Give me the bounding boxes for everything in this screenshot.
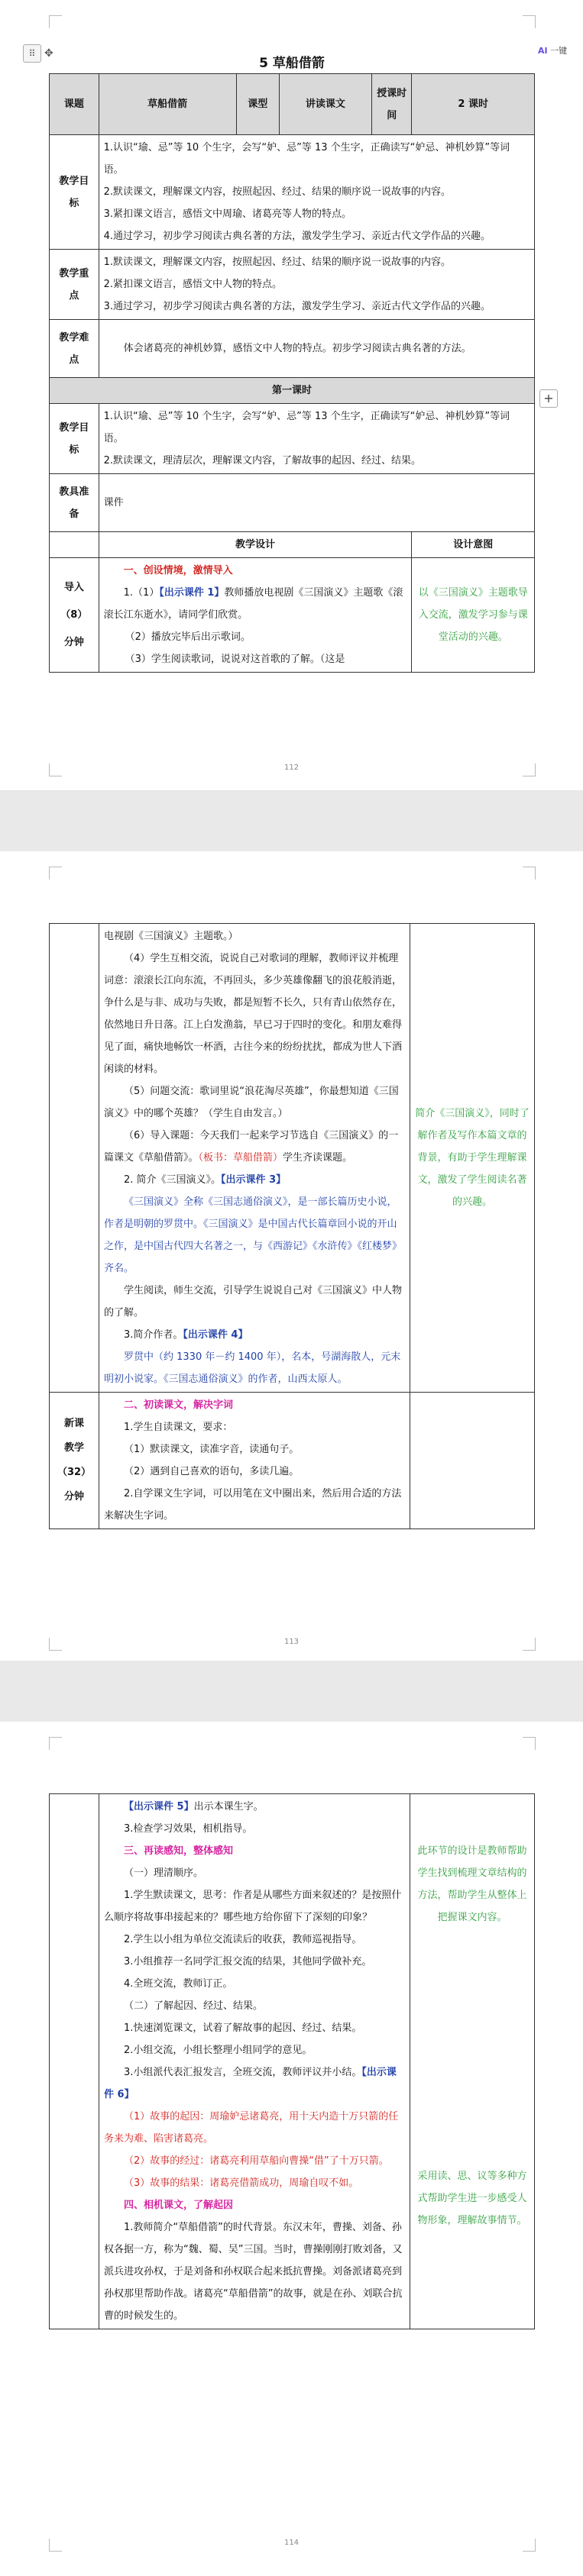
text-run: 1.（1） [123, 587, 160, 599]
page-corner-mark [523, 1737, 536, 1750]
fl-goal-item: 2.默读课文，理清层次，理解课文内容，了解故事的起因、经过、结果。 [103, 455, 422, 466]
intro-line-1 [104, 582, 407, 626]
blank-intent [410, 1393, 535, 1529]
key-point-item: 1.默读课文，理解课文内容，按照起因、经过、结果的顺序说一说故事的内容。 [103, 257, 452, 268]
p2-line [104, 1125, 405, 1169]
text-run: 教师播放电视剧《三国演义》主题歌《滚滚长江东逝水》，请同学们欣赏。 [103, 587, 403, 621]
p3-line: 1.快速浏览课文，试着了解故事的起因、经过、结果。 [124, 2022, 362, 2034]
intro-intent: 以《三国演义》主题歌导入交流，激发学习参与课堂活动的兴趣。 [412, 558, 535, 673]
p2-line: （4）学生互相交流，说说自己对歌词的理解，教师评议并梳理词意：滚滚长江向东流，不再回头，多少英雄像翻飞的浪花般消逝，争什么是与非、成功与失败，都是短暂不长久，只有青山依然存在，依然地日升日落。江上白发渔翁，早已习于四时的变化。和朋友难得见了面，痛快地畅饮一杯酒，古往今来的纷纷扰扰，都成为世人下酒闲谈的材料。 [104, 953, 403, 1075]
p3-line: （3）故事的结果：诸葛亮借箭成功，周瑜自叹不如。 [124, 2177, 359, 2189]
p2-line: （2）遇到自己喜欢的语句，多读几遍。 [124, 1466, 300, 1477]
section-heading: 二、初读课文，解决字词 [124, 1399, 234, 1411]
goals-content [99, 135, 534, 250]
intro-label-line: （8） [60, 608, 88, 621]
page-corner-mark [49, 867, 62, 880]
new-lesson-content [99, 1393, 410, 1529]
ai-label: AI [538, 46, 548, 56]
p3-line: （一）理清顺序。 [124, 1867, 204, 1879]
p2-line: 罗贯中（约 1330 年－约 1400 年），名本，号湖海散人，元末明初小说家。《三国志通俗演义》的作者，山西太原人。 [104, 1351, 401, 1385]
first-lesson-heading: 第一课时 [50, 378, 535, 404]
hours-value: 2 课时 [412, 74, 535, 135]
goal-item: 1.认识“瑜、忌”等 10 个生字，会写“妒、忌”等 13 个生字，正确读写“妒忌、神机妙算”等词语。 [103, 142, 510, 176]
text-run: 学生齐读课题。 [283, 1152, 353, 1164]
courseware-link[interactable]: 【出示课件 5】 [124, 1801, 194, 1813]
goals-label: 教学目标 [50, 135, 99, 250]
label-line: 分钟 [63, 1491, 84, 1503]
hours-label: 授课时间 [371, 74, 411, 135]
text-run: 3.小组派代表汇报发言，全班交流，教师评议并小结。 [124, 2067, 362, 2078]
add-row-button[interactable]: + [539, 389, 558, 408]
ai-text: 一键 [550, 46, 568, 56]
courseware-link[interactable]: 【出示课件 3】 [221, 1174, 287, 1186]
fl-goal-item: 1.认识“瑜、忌”等 10 个生字，会写“妒、忌”等 13 个生字，正确读写“妒忌、神机妙算”等词语。 [103, 411, 510, 444]
key-point-item: 2.紧扣课文语言，感悟文中人物的特点。 [103, 279, 283, 290]
p3-line: 3.检查学习效果，相机指导。 [124, 1823, 253, 1835]
courseware-link[interactable]: 【出示课件 6】 [104, 2067, 397, 2100]
prep-text: 课件 [99, 474, 534, 532]
text-run: 3.简介作者。 [124, 1329, 183, 1341]
page-number: 114 [283, 2539, 300, 2547]
p2-line: 《三国演义》全称《三国志通俗演义》，是一部长篇历史小说，作者是明朝的罗贯中。《三国演义》是中国古代长篇章回小说的开山之作，是中国古代四大名著之一，与《西游记》《水浒传》《红楼梦》齐名。 [104, 1196, 403, 1274]
type-label: 课型 [236, 74, 279, 135]
label-line: 教学 [63, 1442, 84, 1454]
reading-intent [410, 1794, 535, 2329]
lesson-label: 课题 [50, 74, 99, 135]
page-corner-mark [49, 1737, 62, 1750]
table-select-handle[interactable]: ⠿ [23, 44, 41, 63]
goal-item: 2.默读课文，理解课文内容，按照起因、经过、结果的顺序说一说故事的内容。 [103, 186, 452, 198]
lesson-plan-table-cont [49, 923, 535, 1529]
intro-content-cont [99, 924, 410, 1393]
p2-line [104, 1169, 405, 1191]
goal-item: 4.通过学习，初步学习阅读古典名著的方法，激发学生学习、亲近古代文学作品的兴趣。 [103, 231, 491, 242]
intro-line-3: （3）学生阅读歌词，说说对这首歌的了解。（这是 [125, 654, 345, 665]
page-corner-mark [523, 15, 536, 28]
p3-line: （2）故事的经过：诸葛亮利用草船向曹操“借”了十万只箭。 [124, 2155, 389, 2167]
p2-line: （1）默读课文，读准字音，读通句子。 [124, 1444, 300, 1455]
key-points-label: 教学重点 [50, 250, 99, 320]
lesson-plan-table-cont [49, 1793, 535, 2329]
intro-label-line: 导入 [63, 581, 84, 593]
text-run: （6）导入课题：今天我们一起来学习节选自《三国演义》的一篇课文《草船借箭》。 [104, 1130, 399, 1164]
courseware-link[interactable]: 【出示课件 1】 [159, 587, 225, 599]
intro-content [99, 558, 412, 673]
reading-content [99, 1794, 410, 2329]
p3-line: 1.教师简介“草船借箭”的时代背景。东汉末年，曹操、刘备、孙权各据一方，称为“魏、蜀、吴”三国。当时，曹操刚刚打败刘备，又派兵进攻孙权，于是刘备和孙权联合起来抵抗曹操。刘备派诸葛亮到孙权那里帮助作战。诸葛亮“草船借箭”的故事，就是在孙、刘联合抗曹的时候发生的。 [104, 2222, 403, 2322]
difficulty-text: 体会诸葛亮的神机妙算，感悟文中人物的特点。初步学习阅读古典名著的方法。 [99, 320, 534, 378]
goal-item: 3.紧扣课文语言，感悟文中周瑜、诸葛亮等人物的特点。 [103, 208, 352, 220]
type-value: 讲读课文 [279, 74, 371, 135]
text-run: 2. 简介《三国演义》。 [124, 1174, 222, 1186]
section-heading: 四、相机课文，了解起因 [124, 2200, 234, 2211]
page-title: 5 草船借箭 [259, 56, 325, 71]
p2-line [104, 1324, 405, 1346]
difficulty-label: 教学难点 [50, 320, 99, 378]
section-heading: 三、再读感知，整体感知 [124, 1845, 234, 1857]
intro-label-line: 分钟 [63, 636, 84, 648]
p2-line: （5）问题交流：歌词里说“浪花淘尽英雄”，你最想知道《三国演义》中的哪个英雄？（学生自由发言。） [104, 1086, 399, 1119]
new-lesson-label [50, 1393, 99, 1529]
prep-label: 教具准备 [50, 474, 99, 532]
p2-line: 2.自学课文生字词，可以用笔在文中圈出来，然后用合适的方法来解决生字词。 [104, 1488, 402, 1522]
p3-line: 2.学生以小组为单位交流读后的收获，教师巡视指导。 [124, 1934, 362, 1945]
p3-line: （二）了解起因、经过、结果。 [124, 2000, 264, 2012]
courseware-link[interactable]: 【出示课件 4】 [183, 1329, 248, 1341]
table-move-icon[interactable]: ✥ [44, 47, 53, 60]
key-point-item: 3.通过学习，初步学习阅读古典名著的方法，激发学生学习、亲近古代文学作品的兴趣。 [103, 301, 491, 312]
intent-2: 采用读、思、议等多种方式帮助学生进一步感受人物形象，理解故事情节。 [417, 2171, 527, 2226]
design-column-header: 教学设计 [99, 532, 412, 558]
lesson-value: 草船借箭 [99, 74, 236, 135]
background-intent: 简介《三国演义》，同时了解作者及写作本篇文章的背景，有助于学生理解课文，激发了学生阅读名著的兴趣。 [410, 924, 535, 1393]
intro-label [50, 558, 99, 673]
text-run: 出示本课生字。 [193, 1801, 264, 1813]
p3-line: 4.全班交流，教师订正。 [124, 1978, 233, 1990]
spacer [415, 1929, 530, 2165]
blank-label [50, 924, 99, 1393]
page-corner-mark [523, 867, 536, 880]
intro-line-2: （2）播放完毕后出示歌词。 [125, 631, 251, 643]
fl-goals-content [99, 404, 534, 474]
intent-column-header: 设计意图 [412, 532, 535, 558]
p3-line [104, 2061, 405, 2106]
document-page-2 [0, 851, 583, 1661]
label-line: 新课 [63, 1418, 84, 1429]
p3-line [104, 1796, 405, 1818]
document-page-3 [0, 1722, 583, 2576]
p3-line: 3.小组推荐一名同学汇报交流的结果，其他同学做补充。 [124, 1956, 372, 1968]
page-number: 112 [283, 763, 300, 772]
label-line: （32） [57, 1467, 92, 1478]
intent-1: 此环节的设计是教师帮助学生找到梳理文章结构的方法，帮助学生从整体上把握课文内容。 [417, 1845, 527, 1923]
page-number: 113 [283, 1638, 300, 1646]
p2-line: 1.学生自读课文，要求： [124, 1422, 233, 1433]
fl-goals-label: 教学目标 [50, 404, 99, 474]
key-points-content [99, 250, 534, 320]
lesson-plan-table [49, 73, 535, 673]
document-page-1 [0, 0, 583, 790]
p3-line: 1.学生默读课文，思考：作者是从哪些方面来叙述的？是按照什么顺序将故事串接起来的？哪些地方给你留下了深刻的印象？ [104, 1890, 402, 1923]
p2-line: 学生阅读，师生交流，引导学生说说自己对《三国演义》中人物的了解。 [104, 1285, 403, 1319]
page-corner-mark [49, 15, 62, 28]
ai-assistant-button[interactable] [538, 44, 567, 56]
p3-line: （1）故事的起因：周瑜妒忌诸葛亮，用十天内造十万只箭的任务来为难、陷害诸葛亮。 [104, 2111, 399, 2145]
p2-line: 电视剧《三国演义》主题歌。） [104, 931, 238, 942]
p3-line: 2.小组交流，小组长整理小组同学的意见。 [124, 2045, 313, 2056]
intro-heading: 一、创设情境，激情导入 [123, 565, 233, 576]
blank-cell [50, 532, 99, 558]
blank-label [50, 1794, 99, 2329]
board-note: （板书：草船借箭） [198, 1152, 283, 1164]
